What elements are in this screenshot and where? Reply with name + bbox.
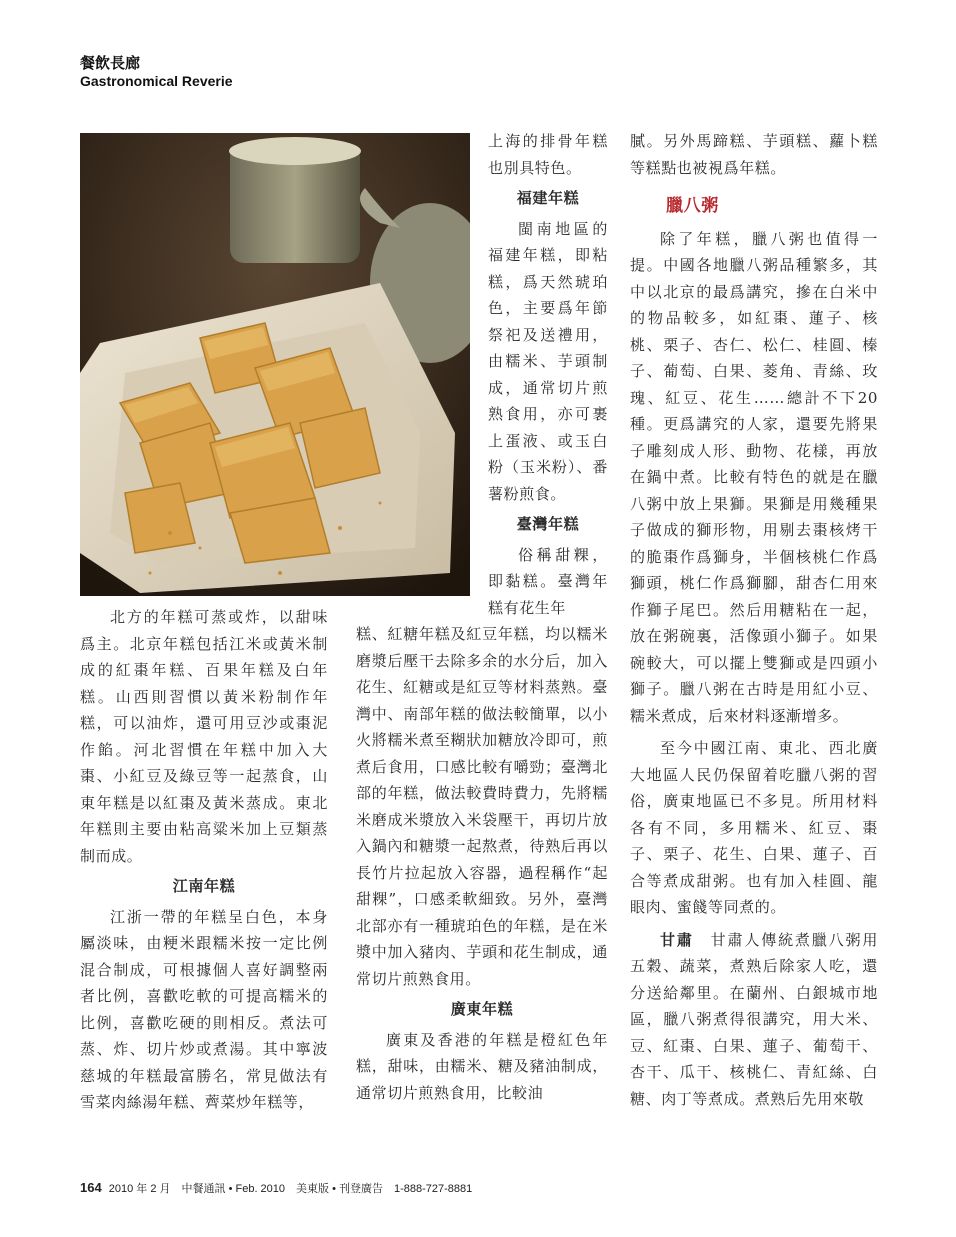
section-heading-laba: 臘八粥 xyxy=(666,196,719,216)
paragraph-jiangnan: 江浙一帶的年糕呈白色，本身屬淡味，由粳米跟糯米按一定比例混合制成，可根據個人喜好調整兩者比例，喜歡吃軟的可提高糯米的比例，喜歡吃硬的則相反。煮法可蒸、炸、切片炒或煮湯。其中寧波慈城的年糕最富勝名，常見做法有雪菜肉絲湯年糕、薺菜炒年糕等， xyxy=(80,907,328,1111)
section-title-cn: 餐飲長廊 xyxy=(80,54,141,72)
paragraph-guangdong: 廣東及香港的年糕是橙紅色年糕，甜味，由糯米、糖及豬油制成，通常切片煎熟食用，比較油 xyxy=(356,1030,608,1102)
column-3 xyxy=(630,128,878,1112)
subheading-taiwan: 臺灣年糕 xyxy=(516,515,580,533)
section-title-en: Gastronomical Reverie xyxy=(80,73,233,89)
paragraph-gansu xyxy=(630,927,878,1113)
page-footer xyxy=(80,1180,472,1196)
column-1 xyxy=(80,604,328,1116)
paragraph-taiwan-cont: 糕、紅糖年糕及紅豆年糕，均以糯米磨漿后壓干去除多余的水分后，加入花生、紅糖或是紅豆等材料蒸熟。臺灣中、南部年糕的做法較簡單，以小火將糯米煮至糊狀加糖放冷即可，煎煮后食用，口感比較有嚼勁；臺灣北部的年糕，做法較費時費力，先將糯米磨成米漿放入米袋壓干，再切片放入鍋內和糖漿一起熬煮，待熟后再以長竹片拉起放入容器，過程稱作“起甜粿”，口感柔軟細致。另外，臺灣北部亦有一種琥珀色的年糕，是在米漿中加入豬肉、芋頭和花生制成，通常切片煎熟食用。 xyxy=(356,625,608,988)
paragraph-fujian: 閩南地區的福建年糕，即粘糕，爲天然琥珀色，主要爲年節祭祀及送禮用，由糯米、芋頭制成，通常切片煎熟食用，亦可裹上蛋液、或玉白粉（玉米粉）、番薯粉煎食。 xyxy=(488,219,608,503)
subheading-guangdong: 廣東年糕 xyxy=(450,1000,514,1018)
paragraph-north: 北方的年糕可蒸或炸，以甜味爲主。北京年糕包括江米或黃米制成的紅棗年糕、百果年糕及白年糕。山西則習慣以黃米粉制作年糕，可以油炸，還可用豆沙或棗泥作餡。河北習慣在年糕中加入大棗、小紅豆及綠豆等一起蒸食，山東年糕是以紅棗及黃米蒸成。東北年糕則主要由粘高粱米加上豆類蒸制而成。 xyxy=(80,608,328,865)
page-number: 164 xyxy=(80,1180,102,1195)
paragraph-taiwan-start: 俗稱甜粿，即黏糕。臺灣年糕有花生年 xyxy=(488,545,608,617)
subheading-jiangnan: 江南年糕 xyxy=(172,877,236,895)
paragraph-laba: 除了年糕，臘八粥也值得一提。中國各地臘八粥品種繁多，其中以北京的最爲講究，摻在白米中的物品較多，如紅棗、蓮子、核桃、栗子、杏仁、松仁、桂圓、榛子、葡萄、白果、菱角、青絲、玫瑰、紅豆、花生……總計不下20種。更爲講究的人家，還要先將果子雕刻成人形、動物、花樣，再放在鍋中煮。比較有特色的就是在臘八粥中放上果獅。果獅是用幾種果子做成的獅形物，用剔去棗核烤干的脆棗作爲獅身，半個核桃仁作爲獅頭，桃仁作爲獅腳，甜杏仁用來作獅子尾巴。然后用糖粘在一起，放在粥碗裏，活像頭小獅子。如果碗較大，可以擺上雙獅或是四頭小獅子。臘八粥在古時是用紅小豆、糯米煮成，后來材料逐漸增多。 xyxy=(630,229,878,725)
nian-gao-photo-illustration xyxy=(80,133,470,596)
paragraph-other-cakes: 膩。另外馬蹄糕、芋頭糕、蘿卜糕等糕點也被視爲年糕。 xyxy=(630,132,878,177)
gansu-label: 甘肅 xyxy=(660,930,694,949)
column-2-upper xyxy=(488,128,608,621)
subheading-fujian: 福建年糕 xyxy=(516,189,580,207)
paragraph-regions: 至今中國江南、東北、西北廣大地區人民仍保留着吃臘八粥的習俗，廣東地區已不多見。所用材料各有不同，多用糯米、紅豆、棗子、栗子、花生、白果、蓮子、百合等煮成甜粥。也有加入桂圓、龍眼肉、蜜餞等同煮的。 xyxy=(630,739,878,916)
footer-text: 2010 年 2 月 中餐通訊 • Feb. 2010 美東版 • 刊登廣告 1-888-727-8881 xyxy=(108,1183,473,1195)
column-2-lower xyxy=(356,621,608,1106)
paragraph-shanghai: 上海的排骨年糕也別具特色。 xyxy=(488,132,608,177)
nian-gao-photo xyxy=(80,133,470,596)
gansu-text: 甘肅人傳統煮臘八粥用五穀、蔬菜，煮熟后除家人吃，還分送給鄰里。在蘭州、白銀城市地區，臘八粥煮得很講究，用大米、豆、紅棗、白果、蓮子、葡萄干、杏干、瓜干、核桃仁、青紅絲、白糖、肉丁等煮成。煮熟后先用來敬 xyxy=(630,930,878,1108)
